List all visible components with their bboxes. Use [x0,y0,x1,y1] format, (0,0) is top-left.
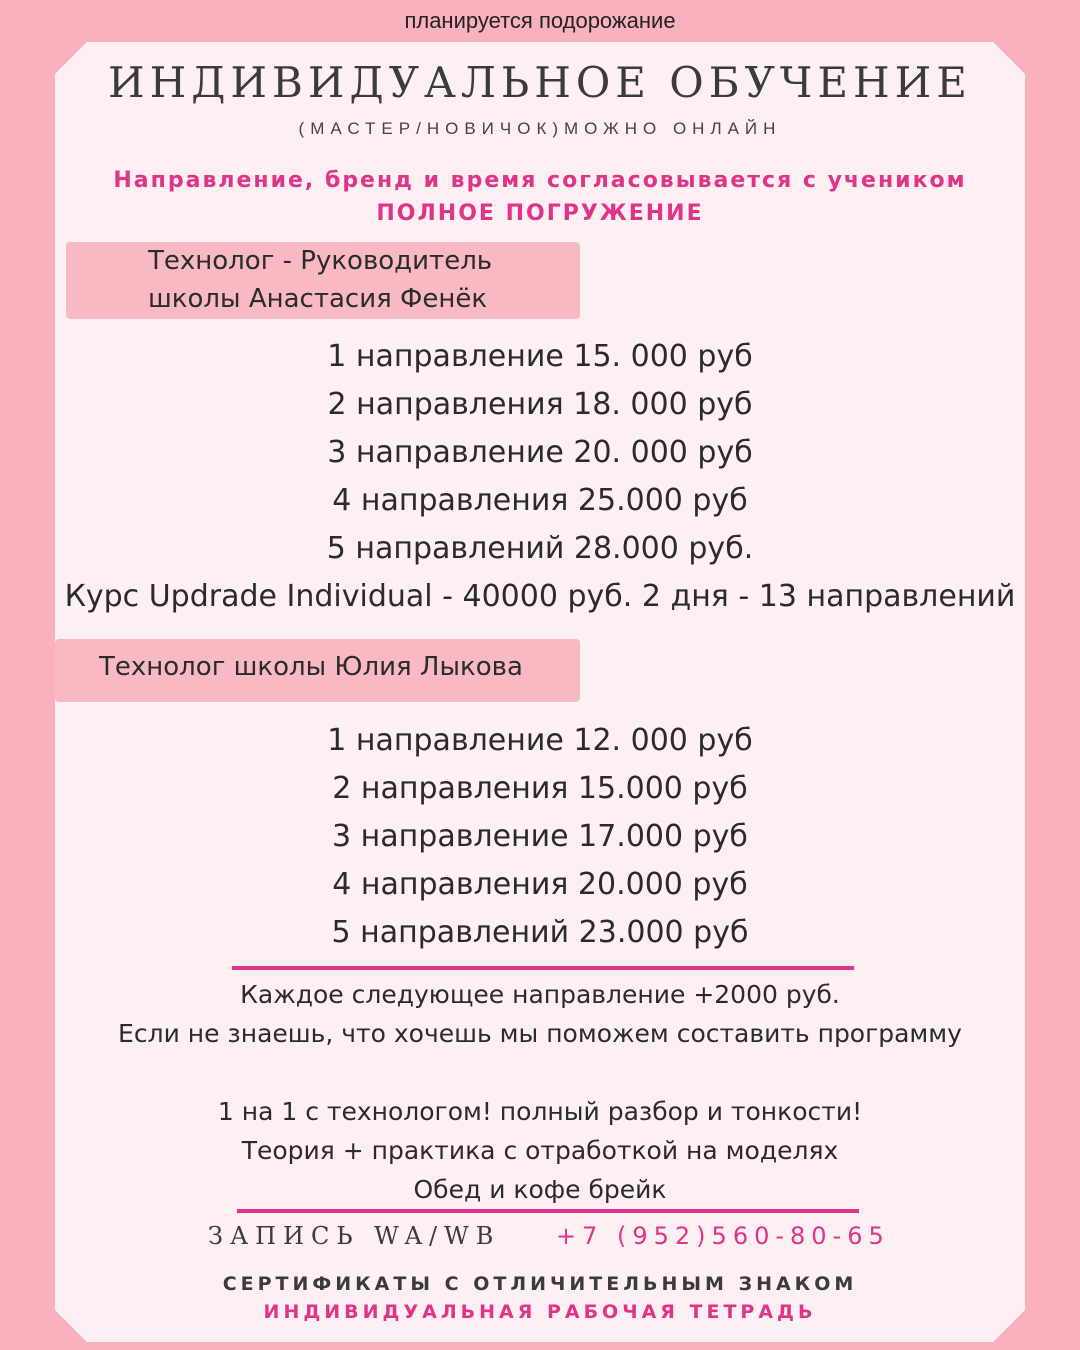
price-item-course: Курс Updrade Individual - 40000 руб. 2 дня - 13 направлений [64,579,1016,614]
divider-top [232,966,854,970]
price-item: 5 направлений 28.000 руб. [326,531,754,566]
price-item: 4 направления 25.000 руб [332,483,748,518]
info-block [0,975,1080,1209]
divider-bottom [237,1209,859,1213]
info-line: Обед и кофе брейк [413,1175,667,1204]
teacher-tag-1 [66,242,580,319]
price-item: 5 направлений 23.000 руб [331,915,749,950]
top-note: планируется подорожание [404,8,676,33]
price-list-2 [0,717,1080,957]
page-title: ИНДИВИДУАЛЬНОЕ ОБУЧЕНИЕ [108,58,972,107]
highlight-subline: ПОЛНОЕ ПОГРУЖЕНИЕ [376,201,704,226]
teacher-tag-1-line1: Технолог - Руководитель [148,246,493,276]
price-item: 2 направления 18. 000 руб [327,387,753,422]
price-list-1 [0,333,1080,621]
price-item: 3 направление 20. 000 руб [327,435,753,470]
price-item: 3 направление 17.000 руб [332,819,748,854]
price-item: 1 направление 15. 000 руб [327,339,753,374]
info-line: Каждое следующее направление +2000 руб. [240,980,840,1009]
footer-workbook: ИНДИВИДУАЛЬНАЯ РАБОЧАЯ ТЕТРАДЬ [263,1301,817,1323]
teacher-tag-1-line2: школы Анастасия Фенёк [148,284,488,314]
teacher-tag-2 [55,639,580,702]
page-subtitle: (МАСТЕР/НОВИЧОК)МОЖНО ОНЛАЙН [298,119,782,138]
info-line: Теория + практика с отработкой на моделях [241,1136,839,1165]
teacher-tag-2-label: Технолог школы Юлия Лыкова [99,652,523,682]
phone-link[interactable]: +7 (952)560-80-65 [556,1222,890,1250]
price-item: 1 направление 12. 000 руб [327,723,753,758]
info-line: Если не знаешь, что хочешь мы поможем составить программу [118,1019,962,1048]
info-line: 1 на 1 с технологом! полный разбор и тонкости! [217,1097,863,1126]
footer-certificates: СЕРТИФИКАТЫ С ОТЛИЧИТЕЛЬНЫМ ЗНАКОМ [222,1273,858,1295]
price-item: 2 направления 15.000 руб [332,771,748,806]
contact-label: ЗАПИСЬ WA/WB [208,1222,501,1250]
highlight-line: Направление, бренд и время согласовывается с учеником [113,168,967,193]
price-item: 4 направления 20.000 руб [332,867,748,902]
